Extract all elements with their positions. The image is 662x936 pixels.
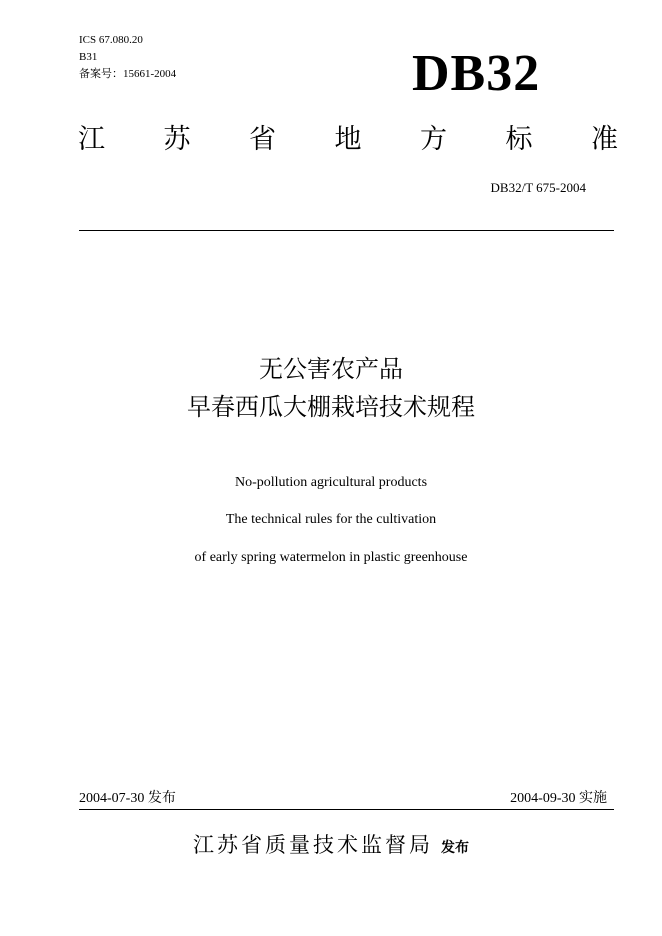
title-cn-line1: 无公害农产品 (259, 355, 403, 383)
title-en-line2: The technical rules for the cultivation (225, 512, 437, 527)
classification-code: B31 (79, 51, 98, 63)
implement-date: 2004-09-30 实施 (510, 791, 607, 806)
banner-char: 标 (505, 124, 533, 155)
standard-code-logo: DB32 (412, 45, 541, 102)
standard-number: DB32/T 675-2004 (490, 180, 586, 195)
header-divider (79, 230, 614, 231)
banner-char: 地 (334, 124, 362, 155)
title-en-line3: of early spring watermelon in plastic greenhouse (194, 550, 468, 565)
issuer-suffix: 发布 (441, 840, 469, 856)
banner-char: 苏 (163, 124, 191, 155)
issuer-line (0, 830, 662, 860)
record-number: 备案号：15661-2004 (79, 68, 177, 80)
title-cn-line2: 早春西瓜大棚栽培技术规程 (187, 393, 475, 421)
ics-code: ICS 67.080.20 (79, 34, 143, 46)
banner-char: 省 (249, 124, 276, 155)
footer-divider (79, 809, 614, 810)
local-standard-banner (78, 122, 618, 158)
title-en-line1: No-pollution agricultural products (234, 475, 428, 490)
publish-date: 2004-07-30 发布 (79, 791, 176, 806)
banner-char: 江 (78, 124, 105, 155)
issuer-name: 江苏省质量技术监督局 (193, 833, 433, 857)
banner-char: 方 (420, 124, 447, 155)
banner-char: 准 (591, 124, 618, 155)
